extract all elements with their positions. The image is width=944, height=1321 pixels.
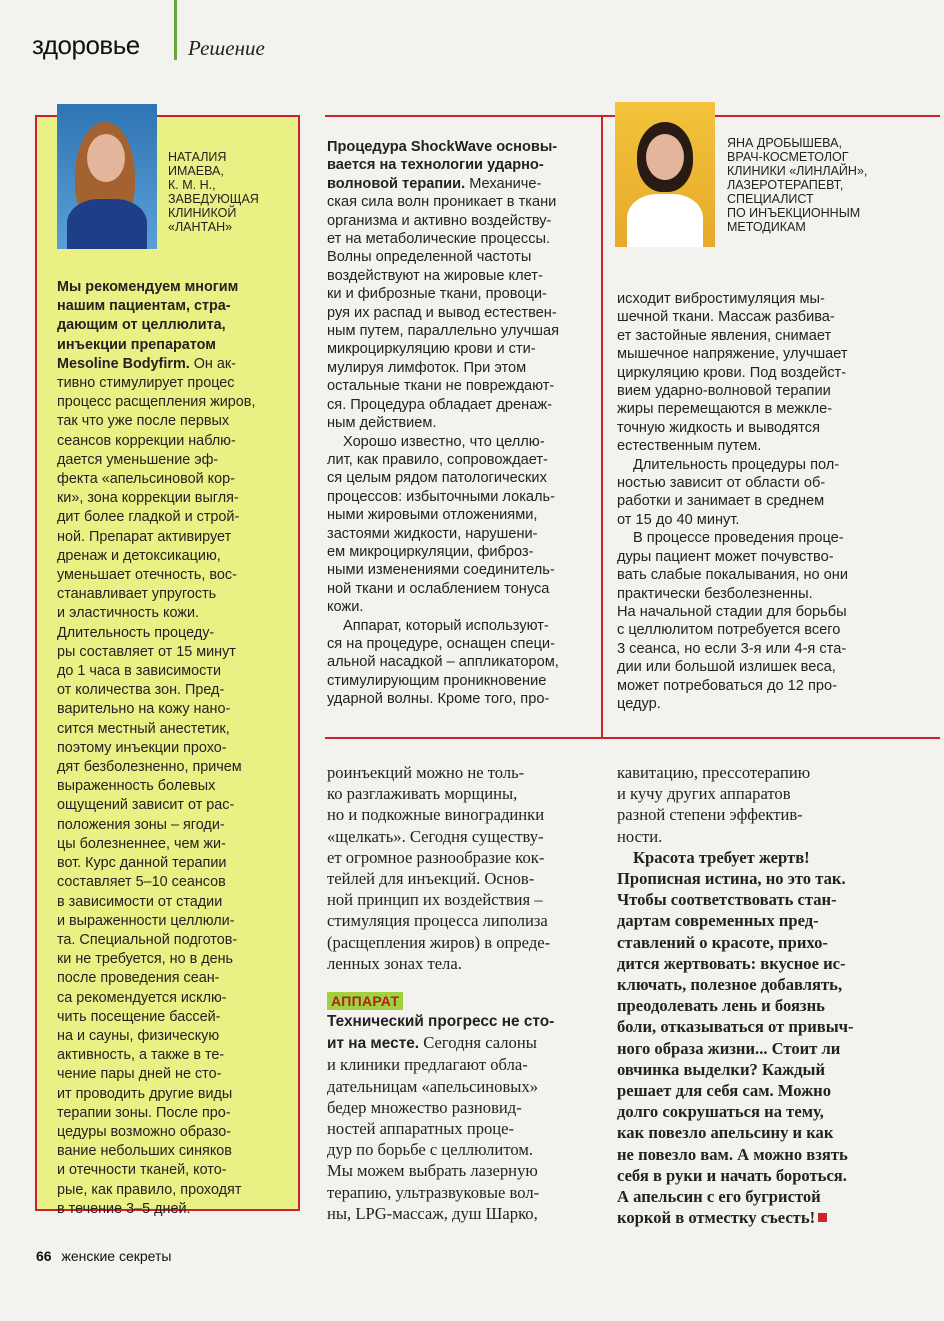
apparat-text: Технический прогресс не сто- ит на месте. Сегодня салоны и клиники предлагают обла- дательницам «апельсиновых» бедер множество разновид- ностей аппаратных проце- дур по борьбе с целлюлитом. Мы можем выбрать лазерную терапию, ультразвуковые вол- ны, LPG-массаж, душ Шарко, (327, 1013, 555, 1223)
expert1-caption: НАТАЛИЯ ИМАЕВА, К. М. Н., ЗАВЕДУЮЩАЯ КЛИНИКОЙ «ЛАНТАН» (168, 150, 259, 234)
expert1-text: Мы рекомендуем многим нашим пациентам, стра- дающим от целлюлита, инъекции препаратом Mesoline Bodyfirm. Он ак- тивно стимулирует процес процесс расщепления жиров, так что уже после первых сеансов коррекции наблю- дается уменьшение эф- фекта «апельсиновой кор- ки», зона коррекции выгля- дит более гладкой и строй- ной. Препарат активирует дренаж и детоксикацию, уменьшает отечность, вос- станавливает упругость и эластичность кожи. Длительность процеду- ры составляет от 15 минут до 1 часа в зависимости от количества зон. Пред- варительно на кожу нано- сится местный анестетик, поэтому инъекции прохо- дят безболезненно, причем выраженность болевых ощущений зависит от рас- положения зоны – ягоди- цы болезненнее, чем жи- вот. Курс данной терапии составляет 5–10 сеансов в зависимости от стадии и выраженности целлюли- та. Специальной подготов- ки не требуется, но в день после проведения сеан- са рекомендуется исклю- чить посещение бассей- на и сауны, физическую активность, а также в те- чение пары дней не сто- ит проводить другие виды терапии зоны. После про- цедуры возможно образо- вание небольших синяков и отечности тканей, кото- рые, как правило, проходят в течение 3–5 дней. (57, 279, 256, 1217)
lower-middle-text: роинъекций можно не толь- ко разглаживать морщины, но и подкожные виноградинки «щелкать». Сегодня существу- ет огромное разнообразие кок- тейлей для инъекций. Основ- ной принцип их воздействия – стимуляция процесса липолиза (расщепления жиров) в опреде- ленных зонах тела. (327, 763, 551, 973)
page-number: 66 (36, 1248, 52, 1264)
expert1-photo (57, 104, 157, 249)
apparat-tag: АППАРАТ (327, 992, 403, 1010)
expert2-photo (615, 102, 715, 247)
middle-column-text: Процедура ShockWave основы- вается на технологии ударно- волновой терапии. Механиче- ская сила волн проникает в ткани организма и активно воздейству- ет на метаболические процессы. Волны определенной частоты воздействуют на жировые клет- ки и фиброзные ткани, провоци- руя их распад и вывод естествен- ным путем, параллельно улучшая микроциркуляцию крови и сти- мулируя лимфоток. При этом остальные ткани не повреждают- ся. Процедура обладает дренаж- ным действием. Хорошо известно, что целлю- лит, как правило, сопровождает- ся целым рядом патологических процессов: избыточными локаль- ными жировыми отложениями, застоями жидкости, нарушени- ем микроциркуляции, фиброз- ными изменениями соединитель- ной ткани и ослаблением тонуса кожи. Аппарат, который используют- ся на процедуре, оснащен специ- альной насадкой – аппликатором, стимулирующим проникновение ударной волны. Кроме того, про- (327, 139, 559, 708)
subsection-title: Решение (188, 36, 265, 60)
right-column-text: исходит вибростимуляция мы- шечной ткани. Массаж разбива- ет застойные явления, снимает мышечное напряжение, улучшает циркуляцию крови. Под воздейст- вием ударно-волновой терапии жиры перемещаются в межкле- точную жидкость и выводятся естественным путем. Длительность процедуры пол- ностью зависит от области об- работки и занимает в среднем от 15 до 40 минут. В процессе проведения проце- дуры пациент может почувство- вать слабые покалывания, но они практически безболезненны. На начальной стадии для борьбы с целлюлитом потребуется всего 3 сеанса, но если 3-я или 4-я ста- дии или большой излишек веса, может потребоваться до 12 про- цедур. (617, 291, 849, 712)
magazine-name: женские секреты (61, 1248, 172, 1264)
middle-red-rule (325, 737, 940, 739)
page-footer (36, 1248, 171, 1264)
lower-right-text: кавитацию, прессотерапию и кучу других аппаратов разной степени эффектив- ности. Красота требует жертв! Прописная истина, но это так. Чтобы соответствовать стан- дартам современных пред- ставлений о красоте, прихо- дится жертвовать: вкусное ис- ключать, полезное добавлять, преодолевать лень и боязнь боли, отказываться от привыч- ного образа жизни... Стоит ли овчинка выделки? Каждый решает для себя сам. Можно долго сокрушаться на тему, как повезло апельсину и как не повезло вам. А можно взять себя в руки и начать бороться. А апельсин с его бугристой коркой в отместку съесть! (617, 763, 854, 1228)
expert2-caption: ЯНА ДРОБЫШЕВА, ВРАЧ-КОСМЕТОЛОГ КЛИНИКИ «ЛИНЛАЙН», ЛАЗЕРОТЕРАПЕВТ, СПЕЦИАЛИСТ ПО ИНЪЕКЦИОННЫМ МЕТОДИКАМ (727, 136, 868, 234)
header-green-rule (174, 0, 177, 60)
apparat-tag-wrapper (327, 992, 403, 1011)
section-title: здоровье (32, 30, 140, 60)
end-mark-icon (818, 1213, 827, 1222)
column-red-divider (601, 115, 603, 738)
